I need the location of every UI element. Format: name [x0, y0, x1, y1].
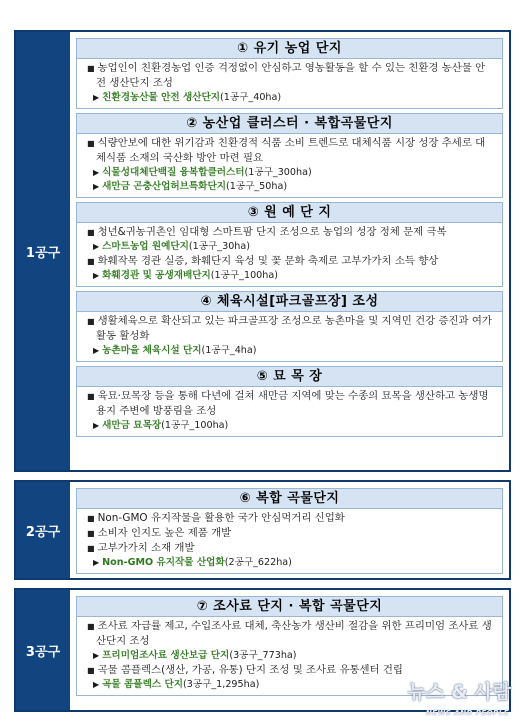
watermark-subtitle: NEWS AND PEOPLE	[425, 709, 509, 717]
bullet: ■ Non-GMO 유지작물을 활용한 국가 안심먹거리 신업화	[87, 512, 345, 524]
arrow-icon: ▶	[93, 271, 100, 280]
section-park-golf	[76, 291, 503, 362]
square-bullet-icon: ■	[87, 392, 95, 401]
arrow-icon: ▶	[93, 680, 100, 689]
square-bullet-icon: ■	[87, 622, 95, 631]
section-title: ④ 체육시설[파크골프장] 조성	[77, 292, 502, 312]
zone-label: 3공구	[16, 590, 70, 710]
bullet: ■ 생활체육으로 확산되고 있는 파크골프장 조성으로 농촌마을 및 지역민 건강 증진과 여가활동 활성화	[87, 315, 492, 342]
watermark-title: 뉴스 & 사람	[407, 681, 511, 703]
bullet: ■ 육묘·묘목장 등을 통해 다년에 걸쳐 새만금 지역에 맞는 수종의 묘목을 생산하고 농생명용지 주변에 방풍림을 조성	[87, 390, 489, 417]
project-line: ▶ 새만금 묘목장(1공구_100ha)	[93, 420, 229, 431]
arrow-icon: ▶	[93, 651, 100, 660]
square-bullet-icon: ■	[87, 228, 95, 237]
square-bullet-icon: ■	[87, 139, 95, 148]
section-cluster	[76, 113, 503, 198]
arrow-icon: ▶	[93, 93, 100, 102]
section-grain-complex	[76, 488, 503, 574]
project-line: ▶ 곡물 콤플렉스 단지(3공구_1,295ha)	[93, 679, 260, 690]
section-title: ⑦ 조사료 단지 · 복합 곡물단지	[77, 597, 502, 617]
project-line: ▶ 스마트농업 원예단지(1공구_30ha)	[93, 241, 250, 252]
arrow-icon: ▶	[93, 168, 100, 177]
bullet: ■ 소비자 인지도 높은 제품 개발	[87, 527, 232, 539]
section-title: ⑥ 복합 곡물단지	[77, 489, 502, 509]
section-horticulture	[76, 202, 503, 287]
section-title: ② 농산업 클러스터 · 복합곡물단지	[77, 114, 502, 134]
zone-2	[14, 480, 511, 580]
square-bullet-icon: ■	[87, 544, 95, 553]
bullet: ■ 고부가가치 소재 개발	[87, 542, 195, 554]
project-line: ▶ 새만금 곤충산업허브특화단지(1공구_50ha)	[93, 181, 288, 192]
zone-label: 2공구	[16, 482, 70, 578]
square-bullet-icon: ■	[87, 529, 95, 538]
square-bullet-icon: ■	[87, 257, 95, 266]
zone-body	[76, 488, 503, 572]
project-line: ▶ 화훼경관 및 공생재배단지(1공구_100ha)	[93, 270, 278, 281]
section-organic	[76, 38, 503, 109]
bullet: ■ 농업인이 친환경농업 인증 걱정없이 안심하고 영농활동을 할 수 있는 친환경 농산물 안전 생산단지 조성	[87, 62, 486, 89]
section-title: ⑤ 묘 목 장	[77, 367, 502, 387]
arrow-icon: ▶	[93, 182, 100, 191]
bullet: ■ 청년&귀농귀촌인 임대형 스마트팜 단지 조성으로 농업의 성장 정체 문제 극복	[87, 226, 447, 238]
news-watermark-logo	[395, 675, 515, 719]
arrow-icon: ▶	[93, 346, 100, 355]
square-bullet-icon: ■	[87, 64, 95, 73]
project-line: ▶ 친환경농산물 안전 생산단지(1공구_40ha)	[93, 92, 282, 103]
arrow-icon: ▶	[93, 242, 100, 251]
bullet: ■ 조사료 자급률 제고, 수입조사료 대체, 축산농가 생산비 절감을 위한 프리미엄 조사료 생산단지 조성	[87, 620, 492, 647]
arrow-icon: ▶	[93, 421, 100, 430]
zone-body	[76, 38, 503, 464]
section-title: ① 유기 농업 단지	[77, 39, 502, 59]
bullet: ■ 곡물 콤플렉스(생산, 가공, 유통) 단지 조성 및 조사료 유통센터 건립	[87, 664, 403, 676]
section-title: ③ 원 예 단 지	[77, 203, 502, 223]
project-line: ▶ Non-GMO 유지작물 산업화(2공구_622ha)	[93, 557, 292, 568]
section-nursery	[76, 366, 503, 437]
square-bullet-icon: ■	[87, 666, 95, 675]
project-line: ▶ 농촌마을 체육시설 단지(1공구_4ha)	[93, 345, 257, 356]
project-line: ▶ 식물성대체단백질 융복합클러스터(1공구_300ha)	[93, 167, 312, 178]
zone-1	[14, 30, 511, 472]
square-bullet-icon: ■	[87, 317, 95, 326]
project-line: ▶ 프리미엄조사료 생산보급 단지(3공구_773ha)	[93, 650, 297, 661]
square-bullet-icon: ■	[87, 514, 95, 523]
bullet: ■ 식량안보에 대한 위기감과 친환경적 식품 소비 트렌드로 대체식품 시장 성장 추세로 대체식품 소재의 국산화 방안 마련 필요	[87, 137, 486, 164]
arrow-icon: ▶	[93, 558, 100, 567]
bullet: ■ 화훼작목 경관 실증, 화훼단지 육성 및 꽃 문화 축제로 고부가가치 소득 향상	[87, 255, 439, 267]
zone-label: 1공구	[16, 32, 70, 470]
